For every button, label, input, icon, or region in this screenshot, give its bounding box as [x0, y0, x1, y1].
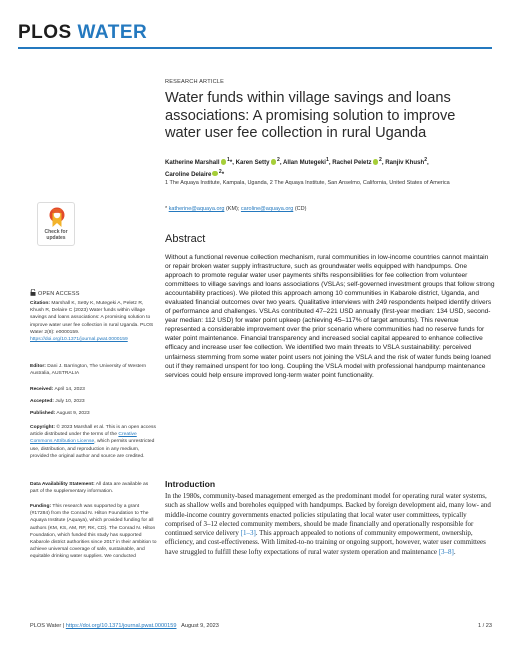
- journal-logo[interactable]: [18, 22, 147, 44]
- author-2[interactable]: Karen Setty $^2$: [235, 157, 280, 167]
- journal-name-part1: PLOS: [18, 22, 72, 43]
- abstract-text: Without a functional revenue collection mechanism, rural communities in low-income countries cannot maintain or repair broken water supply infrastructure, such as groundwater wells equipped with handpumps. One approach to promote regular water user payments shifts responsibilities for fee collection from volunteer committees to village savings and loans associations (VSLAs; self-governed investment groups that follow strong accountability practices). We piloted this approach among 10 communities in Kabarole district, Uganda, and evaluated financial outcomes over two years. Qualitative interviews with 249 respondents helped identify drivers of performance and challenges. VSLAs contributed 47–221 USD annually (first-year median: 134 USD, second-year median: 112 USD) for water point upkeep (achieving 45–117% of target amounts). This revenue represented a considerable improvement over the prior scenario where communities had no reserve funds for water point maintenance. Financial transparency and increased social capital appeared to enhance collective efficacy and increase user fee collection. We identified two main threats to VSLA sustainability: perceived unfairness stemming from some water point users not joining the VSLA and the risk of water funds being loaned out if they remained unspent for too long. Coupling the VSLA model with professional handpump maintenance services could help ensure improved long-term water point functionality.: [165, 254, 495, 379]
- page-number: 1 / 23: [478, 623, 492, 629]
- open-lock-icon: [30, 289, 36, 296]
- orcid-icon[interactable]: [271, 159, 277, 165]
- published-date: Published: August 9, 2023: [30, 411, 90, 416]
- author-list: Katherine Marshall $^1$*, Karen Setty $^2$, Allan Mutegeki$^1$, Rachel Peletz $^2$, Ranjiv Khush$^2$, Caroline Delaire $^2$*: [165, 157, 429, 178]
- affiliations: 1 The Aquaya Institute, Kampala, Uganda, 2 The Aquaya Institute, San Anselmo, California, United States of America: [165, 180, 450, 186]
- editor-block: Editor: Dani J. Barrington, The University of Western Australia, AUSTRALIA: [30, 364, 147, 377]
- correspondence: * katherine@aquaya.org (KM); caroline@aquaya.org (CD): [165, 206, 307, 212]
- citation-link[interactable]: [3–8]: [438, 547, 454, 556]
- article-type: RESEARCH ARTICLE: [165, 79, 225, 85]
- author-6[interactable]: Caroline Delaire $^2$*: [165, 168, 225, 178]
- journal-name-part2: WATER: [77, 22, 148, 43]
- author-5[interactable]: Ranjiv Khush$^2$: [385, 157, 428, 167]
- orcid-icon[interactable]: [212, 171, 218, 177]
- footer-doi-link[interactable]: https://doi.org/10.1371/journal.pwat.0000159: [65, 623, 177, 629]
- bookmark-icon: [49, 206, 65, 228]
- article-title: Water funds within village savings and loans associations: A promising solution to improve water user fee collection in rural Uganda: [165, 90, 456, 142]
- funding-block: Funding: This research was supported by a grant (#17284) from the Conrad N. Hilton Foundation to The Aquaya Institute (Aquaya), which provided funding for all authors (KM, KS, AM, RP, RK, CD). The Conrad N. Hilton Foundation, which funded this study has supported Kabarole district authorities since 2017 in their ambition to achieve universal coverage of safe, sustainable, and equitable drinking water supplies. We conducted: [30, 504, 157, 560]
- orcid-icon[interactable]: [373, 159, 379, 165]
- received-date: Received: April 14, 2023: [30, 387, 85, 392]
- header-divider: [18, 47, 492, 49]
- data-availability-block: Data Availability Statement: All data are available as part of the supplementary information.: [30, 482, 149, 495]
- orcid-icon[interactable]: [221, 159, 227, 165]
- author-4[interactable]: Rachel Peletz $^2$: [332, 157, 382, 167]
- author-3[interactable]: Allan Mutegeki$^1$: [283, 157, 329, 167]
- introduction-heading: Introduction: [165, 479, 216, 489]
- copyright-block: Copyright: © 2023 Marshall et al. This is an open access article distributed under the terms of the Creative Commons Attribution License, which permits unrestricted use, distribution, and reproduction in any medium, provided the original author and source are credited.: [30, 425, 156, 459]
- footer-date: August 9, 2023: [181, 623, 219, 629]
- check-for-updates-badge[interactable]: [37, 202, 75, 246]
- license-link[interactable]: Creative Commons Attribution License: [30, 432, 137, 445]
- author-1[interactable]: Katherine Marshall $^1$*: [165, 157, 233, 167]
- email-link-km[interactable]: katherine@aquaya.org: [168, 206, 225, 212]
- badge-label: Check for updates: [44, 229, 68, 241]
- email-link-cd[interactable]: caroline@aquaya.org: [240, 206, 294, 212]
- footer-journal: PLOS Water: [30, 623, 62, 629]
- citation-doi-link[interactable]: https://doi.org/10.1371/journal.pwat.0000159: [30, 337, 128, 343]
- open-access-label: OPEN ACCESS: [30, 289, 80, 297]
- abstract-heading: Abstract: [165, 233, 206, 245]
- accepted-date: Accepted: July 10, 2023: [30, 399, 85, 404]
- citation-link[interactable]: [1–3]: [240, 529, 256, 537]
- introduction-text: In the 1980s, community-based management emerged as the predominant model for operating rural water systems, such as shallow wells and boreholes equipped with handpumps. Backed by foreign development aid, many low- and middle-income country governments enacted policies stipulating that local water user committees, typically comprised of 3–12 elected community members, should be made financially and operationally responsible for continued service delivery [1–3]. This approach appealed to notions of community empowerment, ownership, efficiency, and cost-effectiveness. With limited-to-no training or ongoing support, however, water user committees have struggled to fulfill these lofty expectations of rural water system operation and maintenance [3–8].: [165, 492, 491, 556]
- citation-block: Citation: Marshall K, Setty K, Mutegeki A, Peletz R, Khush R, Delaire C (2023) Water funds within village savings and loans associations: A promising solution to improve water user fee collection in rural Uganda. PLOS Water 2(8): e0000159. https://doi.org/10.1371/journal.pwat.0000159: [30, 301, 154, 343]
- page-footer: PLOS Water | https://doi.org/10.1371/journal.pwat.0000159 August 9, 2023 1 / 23: [30, 623, 492, 629]
